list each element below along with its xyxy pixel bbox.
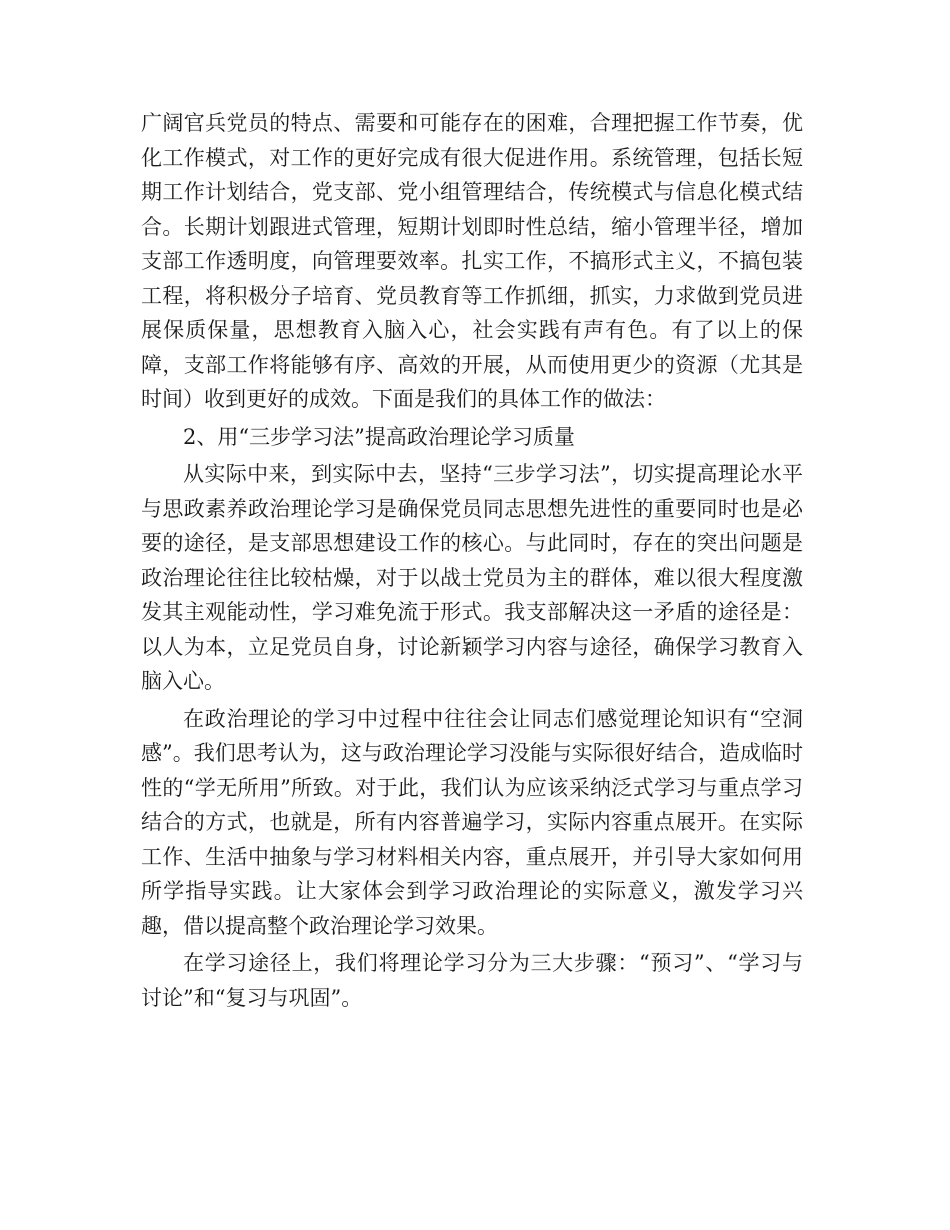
section-heading: 2、用“三步学习法”提高政治理论学习质量 bbox=[183, 424, 575, 449]
paragraph-continuation: 广阔官兵党员的特点、需要和可能存在的困难，合理把握工作节奏，优化工作模式，对工作的更好完成有很大促进作用。系统管理，包括长短期工作计划结合，党支部、党小组管理结合，传统模式与信息化模式结合。长期计划跟进式管理，短期计划即时性总结，缩小管理半径，增加支部工作透明度，向管理要效率。扎实工作，不搞形式主义，不搞包装工程，将积极分子培育、党员教育等工作抓细，抓实，力求做到党员进展保质保量，思想教育入脑入心，社会实践有声有色。有了以上的保障，支部工作将能够有序、高效的开展，从而使用更少的资源（尤其是时间）收到更好的成效。下面是我们的具体工作的做法： bbox=[141, 111, 803, 411]
paragraph: 在学习途径上，我们将理论学习分为三大步骤：“预习”、“学习与讨论”和“复习与巩固”。 bbox=[141, 951, 803, 1010]
paragraph: 从实际中来，到实际中去，坚持“三步学习法”，切实提高理论水平与思政素养政治理论学习是确保党员同志思想先进性的重要同时也是必要的途径，是支部思想建设工作的核心。与此同时，存在的突出问题是政治理论往往比较枯燥，对于以战士党员为主的群体，难以很大程度激发其主观能动性，学习难免流于形式。我支部解决这一矛盾的途径是：以人为本，立足党员自身，讨论新颖学习内容与途径，确保学习教育入脑入心。 bbox=[141, 462, 803, 693]
paragraph: 在政治理论的学习中过程中往往会让同志们感觉理论知识有“空洞感”。我们思考认为，这与政治理论学习没能与实际很好结合，造成临时性的“学无所用”所致。对于此，我们认为应该采纳泛式学习与重点学习结合的方式，也就是，所有内容普遍学习，实际内容重点展开。在实际工作、生活中抽象与学习材料相关内容，重点展开，并引导大家如何用所学指导实践。让大家体会到学习政治理论的实际意义，激发学习兴趣，借以提高整个政治理论学习效果。 bbox=[141, 706, 803, 938]
document-body bbox=[141, 106, 803, 1018]
